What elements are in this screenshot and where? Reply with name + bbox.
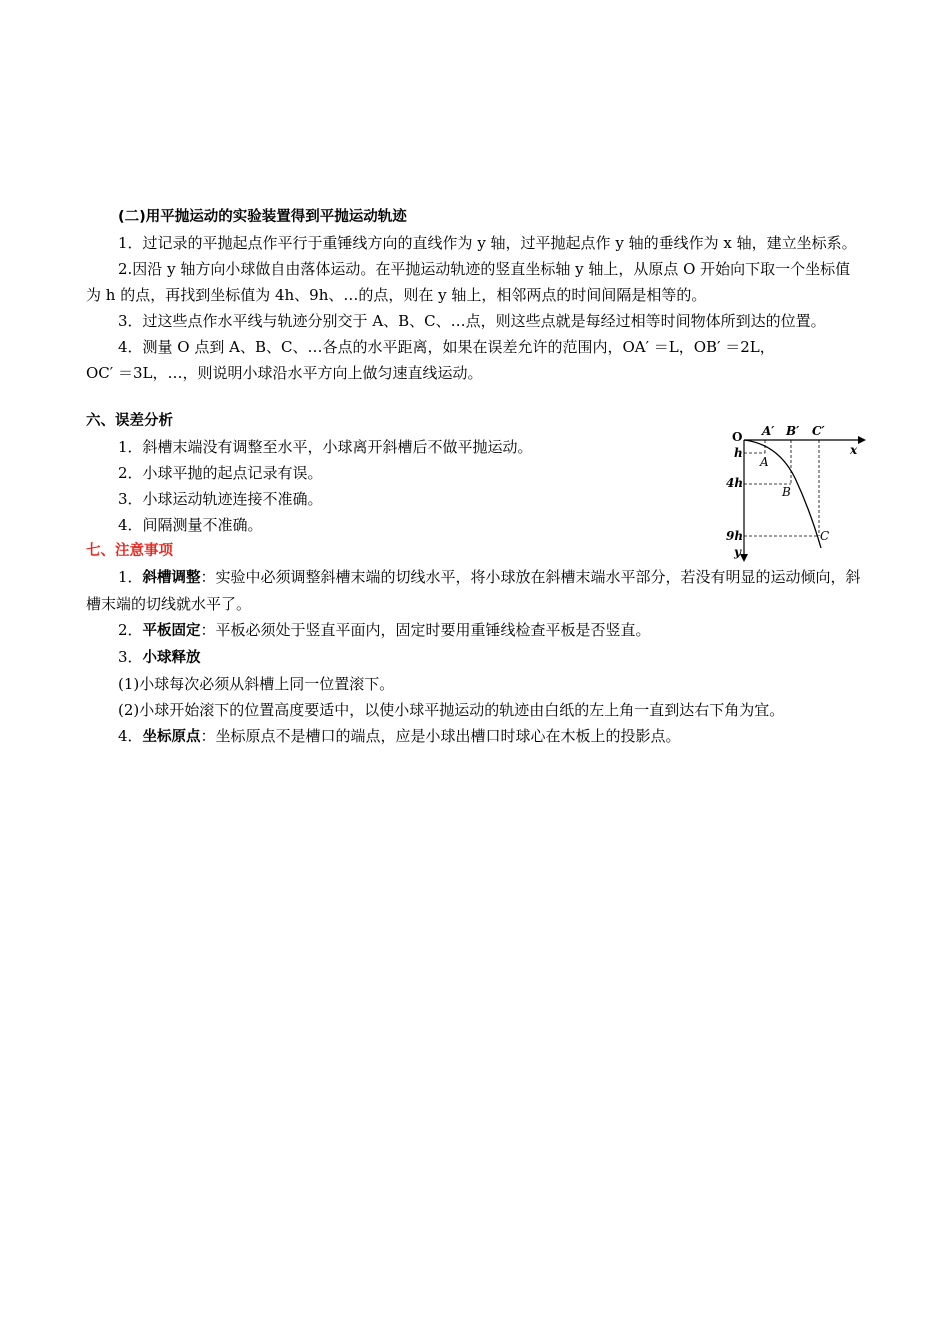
x-axis-label: x bbox=[850, 443, 858, 457]
error-item-1: 1．斜槽末端没有调整至水平，小球离开斜槽后不做平抛运动。 bbox=[118, 438, 533, 456]
label-4h: 4h bbox=[726, 476, 744, 490]
note-sub-2: (2)小球开始滚下的位置高度要适中，以使小球平抛运动的轨迹由白纸的左上角一直到达右下角为宜。 bbox=[118, 701, 785, 719]
step-1: 1．过记录的平抛起点作平行于重锤线方向的直线作为 y 轴，过平抛起点作 y 轴的垂线作为 x 轴，建立坐标系。 bbox=[118, 234, 857, 252]
step-2: 2.因沿 y 轴方向小球做自由落体运动。在平抛运动轨迹的竖直坐标轴 y 轴上，从原点 O 开始向下取一个坐标值为 h 的点，再找到坐标值为 4h、9h、…的点，则在 y 轴上，相邻两点的时间间隔是相等的。 bbox=[86, 260, 851, 304]
point-b-label: B bbox=[782, 485, 791, 499]
label-b-prime: B′ bbox=[786, 424, 800, 438]
error-item-4: 4．间隔测量不准确。 bbox=[118, 516, 263, 534]
error-item-2: 2．小球平抛的起点记录有误。 bbox=[118, 464, 323, 482]
step-3: 3．过这些点作水平线与轨迹分别交于 A、B、C、…点，则这些点就是每经过相等时间物体所到达的位置。 bbox=[118, 312, 826, 330]
label-a-prime: A′ bbox=[762, 424, 775, 438]
step-4: 4．测量 O 点到 A、B、C、…各点的水平距离，如果在误差允许的范围内，OA′ ＝L，OB′ ＝2L， bbox=[118, 338, 775, 356]
note-item-2: 2．平板固定：平板必须处于竖直平面内，固定时要用重锤线检查平板是否竖直。 bbox=[118, 621, 651, 639]
point-a-label: A bbox=[760, 455, 769, 469]
y-axis-label: y bbox=[734, 545, 741, 559]
label-c-prime: C′ bbox=[812, 424, 825, 438]
error-item-3: 3．小球运动轨迹连接不准确。 bbox=[118, 490, 323, 508]
step-4-cont: OC′ ＝3L，…，则说明小球沿水平方向上做匀速直线运动。 bbox=[86, 364, 483, 382]
point-c-label: C bbox=[820, 529, 830, 543]
note-item-3: 3．小球释放 bbox=[118, 648, 201, 666]
note-sub-1: (1)小球每次必须从斜槽上同一位置滚下。 bbox=[118, 675, 395, 693]
origin-label: O bbox=[732, 430, 743, 444]
note-item-4: 4．坐标原点：坐标原点不是槽口的端点，应是小球出槽口时球心在木板上的投影点。 bbox=[118, 727, 681, 745]
trajectory-figure bbox=[720, 420, 870, 570]
section-7-title: 七、注意事项 bbox=[86, 543, 173, 559]
x-axis-arrow bbox=[858, 436, 866, 444]
label-h: h bbox=[734, 446, 743, 460]
label-9h: 9h bbox=[726, 529, 744, 543]
section-b-title: (二)用平抛运动的实验装置得到平抛运动轨迹 bbox=[118, 209, 407, 225]
y-axis-arrow bbox=[740, 554, 748, 562]
note-item-1: 1．斜槽调整：实验中必须调整斜槽末端的切线水平，将小球放在斜槽末端水平部分，若没有明显的运动倾向，斜槽末端的切线就水平了。 bbox=[86, 568, 861, 613]
section-6-title: 六、误差分析 bbox=[86, 413, 173, 429]
